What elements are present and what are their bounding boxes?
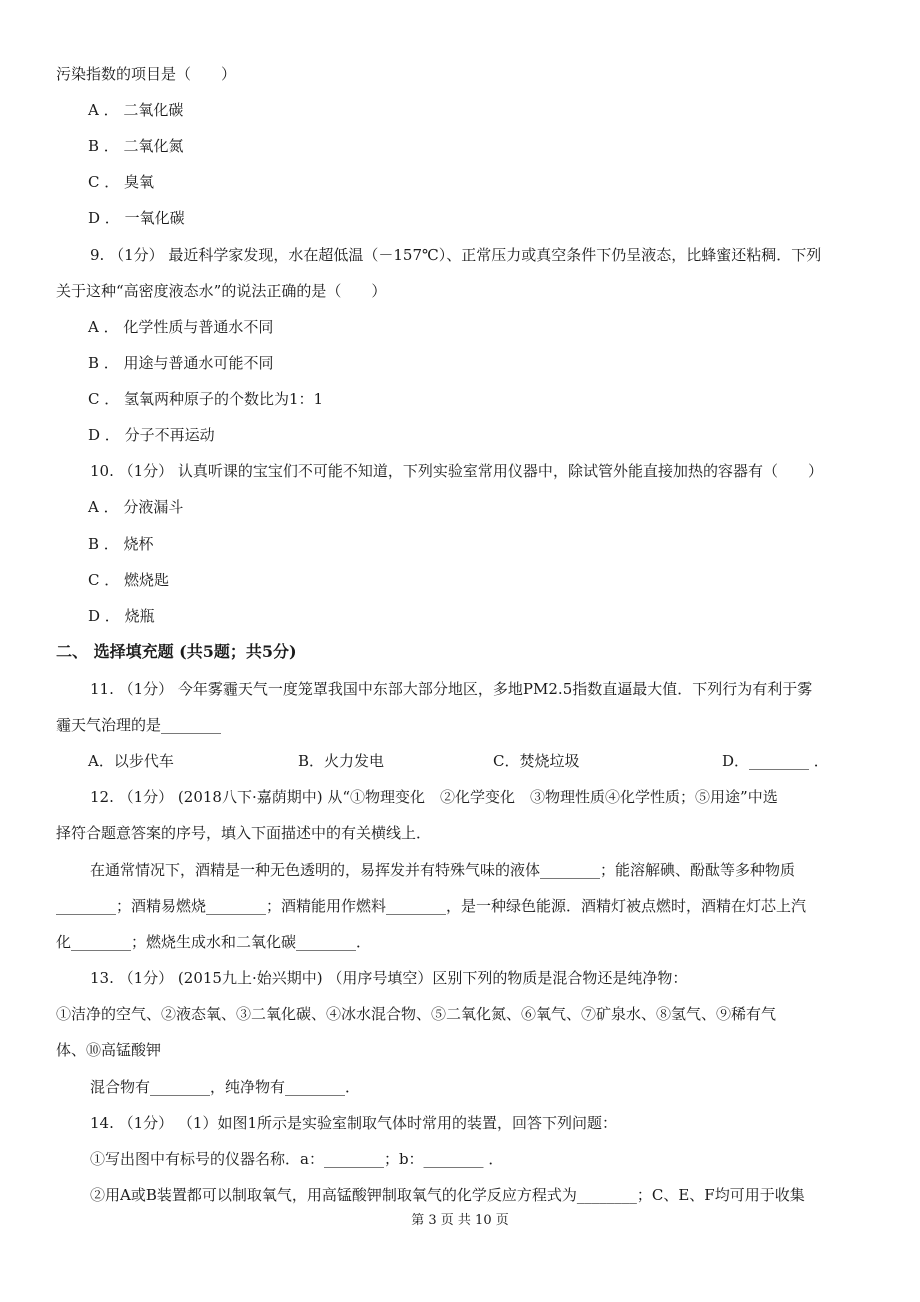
q9-stem-line2: 关于这种“高密度液态水”的说法正确的是（ ） <box>56 282 387 300</box>
q14-stem-line1: 14. （1分） （1）如图1所示是实验室制取气体时常用的装置，回答下列问题： <box>90 1114 618 1132</box>
q14-stem-line3: ②用A或B装置都可以制取氧气，用高锰酸钾制取氧气的化学反应方程式为________；C、E、F均可用于收集 <box>90 1186 805 1204</box>
q14-stem-line2: ①写出图中有标号的仪器名称．a：________；b：________ ． <box>90 1150 504 1168</box>
q11-option-c[interactable]: C．焚烧垃圾 <box>493 752 580 770</box>
q12-stem-line5: 化________；燃烧生成水和二氧化碳________． <box>56 933 372 951</box>
q12-stem-line1: 12. （1分） (2018八下·嘉荫期中) 从“①物理变化 ②化学变化 ③物理性质④化学性质；⑤用途”中选 <box>90 788 778 806</box>
q11-option-b[interactable]: B．火力发电 <box>298 752 385 770</box>
q12-stem-line3: 在通常情况下，酒精是一种无色透明的，易挥发并有特殊气味的液体________；能溶解碘、酚酞等多种物质 <box>90 861 796 879</box>
q8-option-b[interactable]: B ． 二氧化氮 <box>88 137 184 155</box>
q8-stem-tail: 污染指数的项目是（ ） <box>56 65 237 83</box>
q9-stem-line1: 9. （1分） 最近科学家发现，水在超低温（－157℃）、正常压力或真空条件下仍呈液态，比蜂蜜还粘稠．下列 <box>90 246 822 264</box>
q9-option-c[interactable]: C ． 氢氧两种原子的个数比为1：1 <box>88 390 324 408</box>
q11-options-row <box>88 751 848 771</box>
q9-option-d[interactable]: D ． 分子不再运动 <box>88 426 215 444</box>
q10-stem-line1: 10. （1分） 认真听课的宝宝们不可能不知道，下列实验室常用仪器中，除试管外能直接加热的容器有（ ） <box>90 462 823 480</box>
q8-option-c[interactable]: C ． 臭氧 <box>88 173 155 191</box>
q10-option-d[interactable]: D ． 烧瓶 <box>88 607 155 625</box>
q11-stem-line2: 霾天气治理的是________ <box>56 716 222 734</box>
q10-option-c[interactable]: C ． 燃烧匙 <box>88 571 170 589</box>
q11-option-a[interactable]: A．以步代车 <box>88 752 174 770</box>
q12-stem-line2: 择符合题意答案的序号，填入下面描述中的有关横线上． <box>56 824 432 842</box>
q10-option-b[interactable]: B ． 烧杯 <box>88 535 154 553</box>
q13-stem-line1: 13. （1分） (2015九上·始兴期中) （用序号填空）区别下列的物质是混合物还是纯净物： <box>90 969 688 987</box>
q8-option-d[interactable]: D ． 一氧化碳 <box>88 209 185 227</box>
q9-option-b[interactable]: B ． 用途与普通水可能不同 <box>88 354 274 372</box>
q12-stem-line4: ________；酒精易燃烧________；酒精能用作燃料________，是一种绿色能源．酒精灯被点燃时，酒精在灯芯上汽 <box>56 897 807 915</box>
q9-option-a[interactable]: A ． 化学性质与普通水不同 <box>88 318 274 336</box>
q13-stem-line3: 体、⑩高锰酸钾 <box>56 1041 162 1059</box>
q11-stem-line1: 11. （1分） 今年雾霾天气一度笼罩我国中东部大部分地区，多地PM2.5指数直逼最大值．下列行为有利于雾 <box>90 680 813 698</box>
q13-stem-line4: 混合物有________，纯净物有________． <box>90 1078 361 1096</box>
q13-stem-line2: ①洁净的空气、②液态氧、③二氧化碳、④冰水混合物、⑤二氧化氮、⑥氧气、⑦矿泉水、⑧氢气、⑨稀有气 <box>56 1005 777 1023</box>
q10-option-a[interactable]: A ． 分液漏斗 <box>88 498 184 516</box>
q8-option-a[interactable]: A ． 二氧化碳 <box>88 101 184 119</box>
q11-option-d[interactable]: D．________ ． <box>722 752 829 770</box>
page-footer: 第 3 页 共 10 页 <box>411 1213 509 1228</box>
section2-title: 二、 选择填充题 (共5题；共5分) <box>56 642 297 661</box>
